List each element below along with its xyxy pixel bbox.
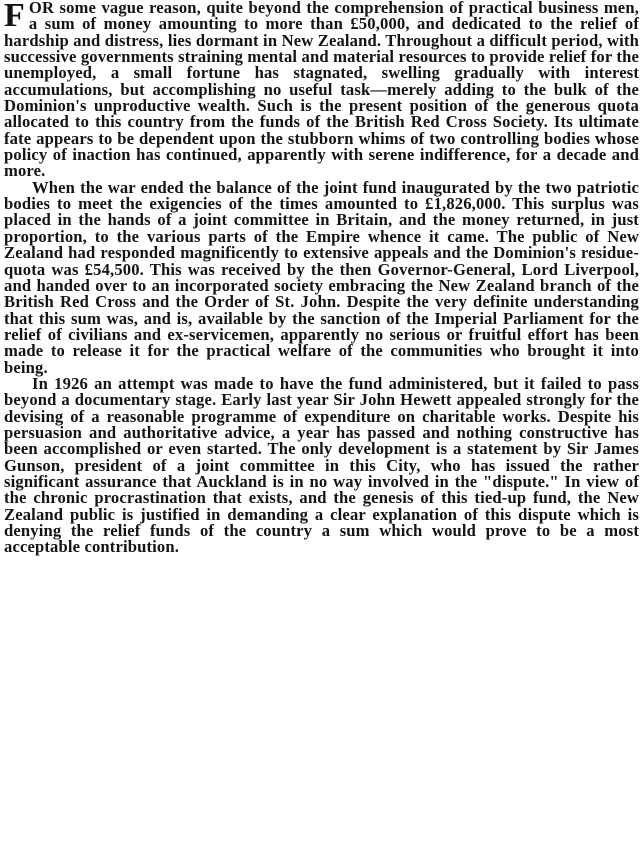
article-body (4, 0, 639, 556)
paragraph-1-text: OR some vague reason, quite beyond the comprehension of practical business men, a sum of money amounting to more than £50,000, and dedicated to the relief of hardship and distress, lies dormant in New Zealand. Throughout a difficult period, with successive governments straining mental and material resources to provide relief for the unemployed, a small fortune has stagnated, swelling gradually with interest accumulations, but accomplishing no useful task—merely adding to the bulk of the Dominion's unproductive wealth. Such is the present position of the generous quota allocated to this country from the funds of the British Red Cross Society. Its ultimate fate appears to be dependent upon the stubborn whims of two controlling bodies whose policy of inaction has continued, apparently with serene indifference, for a decade and more. (4, 0, 639, 181)
paragraph-3: In 1926 an attempt was made to have the fund administered, but it failed to pass beyond a documentary stage. Early last year Sir John Hewett appealed strongly for the devising of a reasonable programme of expenditure on charitable works. Despite his persuasion and authoritative advice, a year has passed and nothing constructive has been accomplished or even started. The only development is a statement by Sir James Gunson, president of a joint committee in this City, who has issued the rather significant assurance that Auckland is in no way involved in the "dispute." In view of the chronic procrastination that exists, and the genesis of this tied-up fund, the New Zealand public is justified in demanding a clear explanation of this dispute which is denying the relief funds of the country a sum which would prove to be a most acceptable contribution. (4, 373, 639, 557)
paragraph-1 (4, 0, 639, 180)
drop-cap: F (4, 0, 25, 34)
paragraph-2: When the war ended the balance of the joint fund inaugurated by the two patriotic bodies to meet the exigencies of the times amounted to £1,826,000. This surplus was placed in the hands of a joint committee in Britain, and the money returned, in just proportion, to the various parts of the Empire whence it came. The public of New Zealand had responded magnificently to extensive appeals and the Dominion's residue-quota was £54,500. This was received by the then Governor-General, Lord Liverpool, and handed over to an incorporated society embracing the New Zealand branch of the British Red Cross and the Order of St. John. Despite the very definite understanding that this sum was, and is, available by the sanction of the Imperial Parliament for the relief of civilians and ex-servicemen, apparently no serious or fruitful effort has been made to release it for the practical welfare of the communities who brought it into being. (4, 177, 639, 377)
